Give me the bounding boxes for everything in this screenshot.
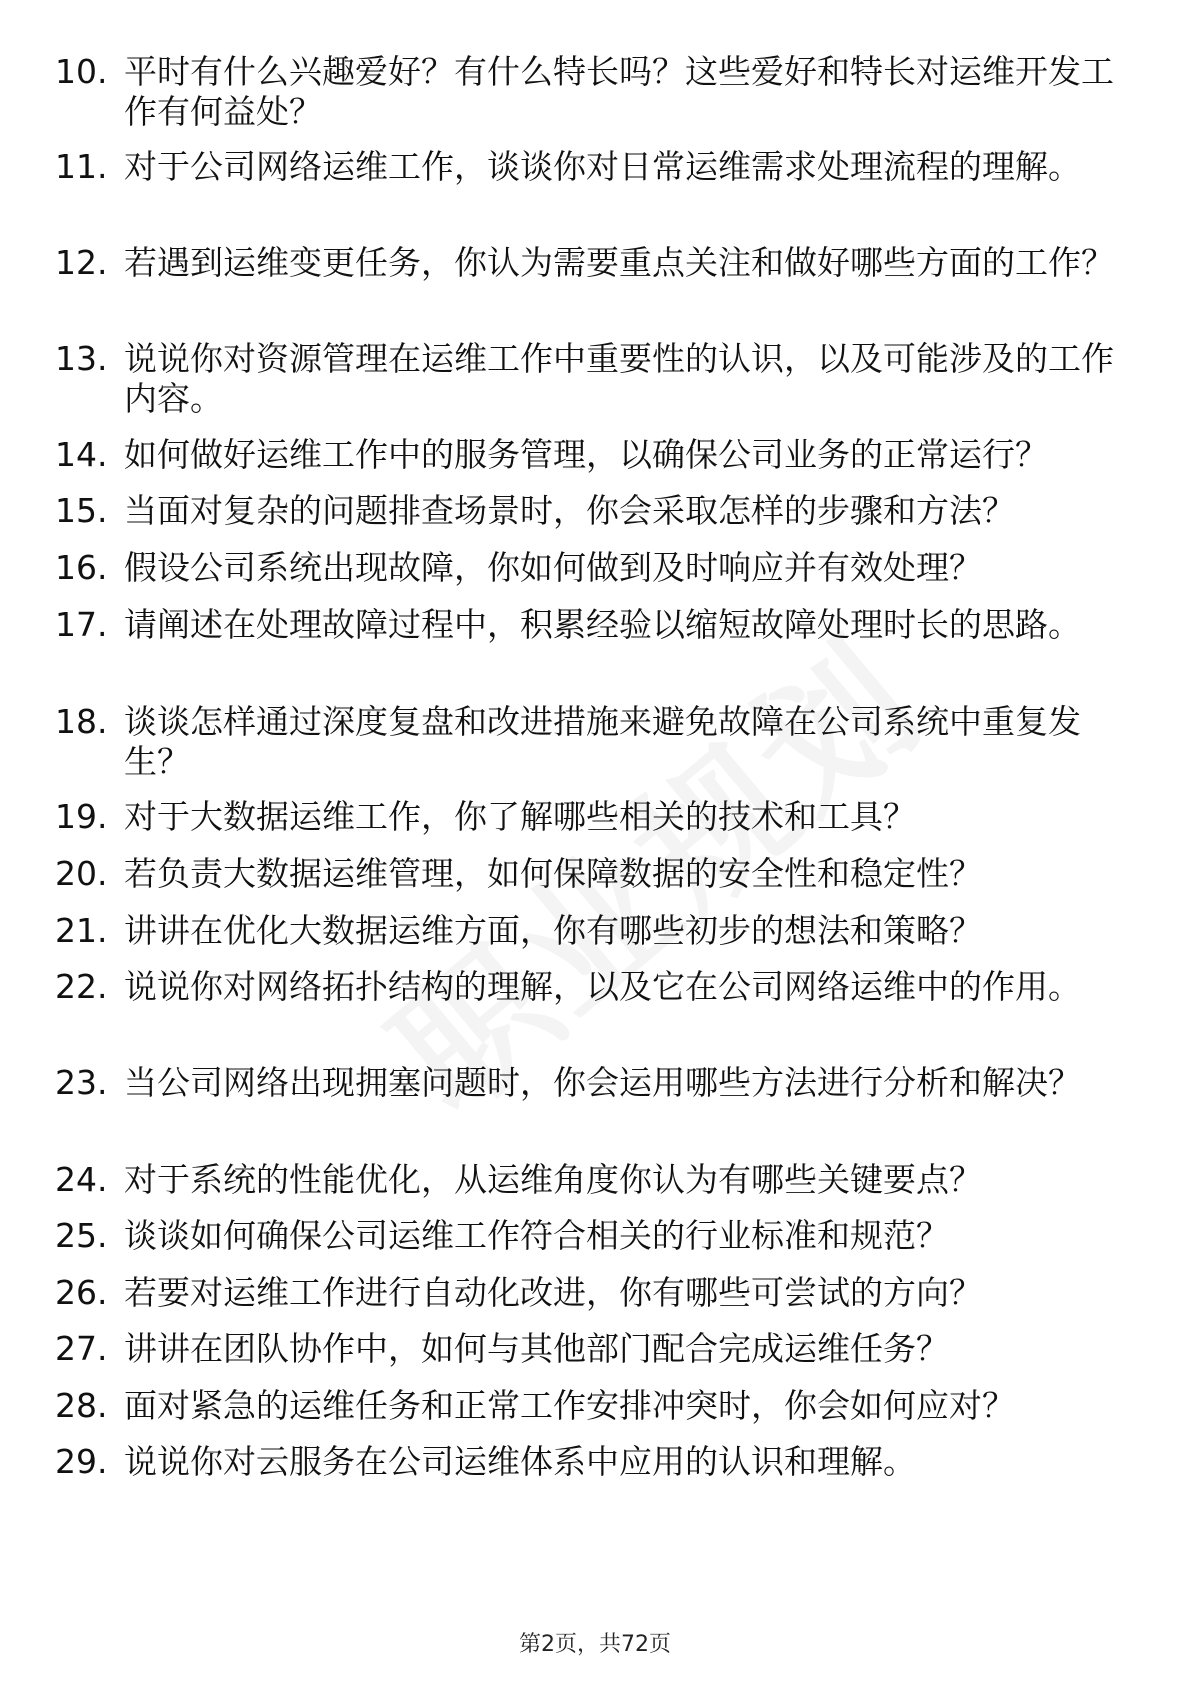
question-text: 若遇到运维变更任务，你认为需要重点关注和做好哪些方面的工作？ [124, 243, 1114, 282]
question-number: 22. [55, 967, 108, 1006]
question-number: 18. [55, 702, 108, 741]
question-text: 说说你对资源管理在运维工作中重要性的认识，以及可能涉及的工作内容。 [124, 339, 1114, 418]
question-text: 对于系统的性能优化，从运维角度你认为有哪些关键要点？ [124, 1160, 982, 1199]
question-text: 平时有什么兴趣爱好？有什么特长吗？这些爱好和特长对运维开发工作有何益处？ [124, 52, 1114, 131]
question-number: 14. [55, 435, 108, 474]
question-text: 说说你对网络拓扑结构的理解，以及它在公司网络运维中的作用。 [124, 967, 1081, 1006]
question-number: 13. [55, 339, 108, 378]
question-text: 请阐述在处理故障过程中，积累经验以缩短故障处理时长的思路。 [124, 605, 1081, 644]
question-number: 17. [55, 605, 108, 644]
question-number: 26. [55, 1273, 108, 1312]
question-number: 23. [55, 1063, 108, 1102]
question-text: 当面对复杂的问题排查场景时，你会采取怎样的步骤和方法？ [124, 491, 1015, 530]
question-text: 谈谈如何确保公司运维工作符合相关的行业标准和规范？ [124, 1216, 949, 1255]
question-number: 20. [55, 854, 108, 893]
question-text: 面对紧急的运维任务和正常工作安排冲突时，你会如何应对？ [124, 1386, 1015, 1425]
question-number: 21. [55, 911, 108, 950]
page-footer: 第2页，共72页 [519, 1632, 671, 1657]
question-text: 若负责大数据运维管理，如何保障数据的安全性和稳定性？ [124, 854, 982, 893]
question-number: 24. [55, 1160, 108, 1199]
question-number: 11. [55, 147, 108, 186]
question-number: 27. [55, 1329, 108, 1368]
question-text: 当公司网络出现拥塞问题时，你会运用哪些方法进行分析和解决？ [124, 1063, 1081, 1102]
question-text: 讲讲在优化大数据运维方面，你有哪些初步的想法和策略？ [124, 911, 982, 950]
question-text: 若要对运维工作进行自动化改进，你有哪些可尝试的方向？ [124, 1273, 982, 1312]
question-number: 16. [55, 548, 108, 587]
question-number: 29. [55, 1442, 108, 1481]
question-text: 对于公司网络运维工作，谈谈你对日常运维需求处理流程的理解。 [124, 147, 1081, 186]
question-number: 28. [55, 1386, 108, 1425]
question-text: 对于大数据运维工作，你了解哪些相关的技术和工具？ [124, 797, 916, 836]
question-text: 谈谈怎样通过深度复盘和改进措施来避免故障在公司系统中重复发生？ [124, 702, 1081, 781]
question-text: 如何做好运维工作中的服务管理，以确保公司业务的正常运行？ [124, 435, 1048, 474]
question-number: 10. [55, 52, 108, 91]
question-text: 假设公司系统出现故障，你如何做到及时响应并有效处理？ [124, 548, 982, 587]
question-number: 19. [55, 797, 108, 836]
question-text: 讲讲在团队协作中，如何与其他部门配合完成运维任务？ [124, 1329, 949, 1368]
question-number: 25. [55, 1216, 108, 1255]
question-number: 15. [55, 491, 108, 530]
question-number: 12. [55, 243, 108, 282]
question-text: 说说你对云服务在公司运维体系中应用的认识和理解。 [124, 1442, 916, 1481]
